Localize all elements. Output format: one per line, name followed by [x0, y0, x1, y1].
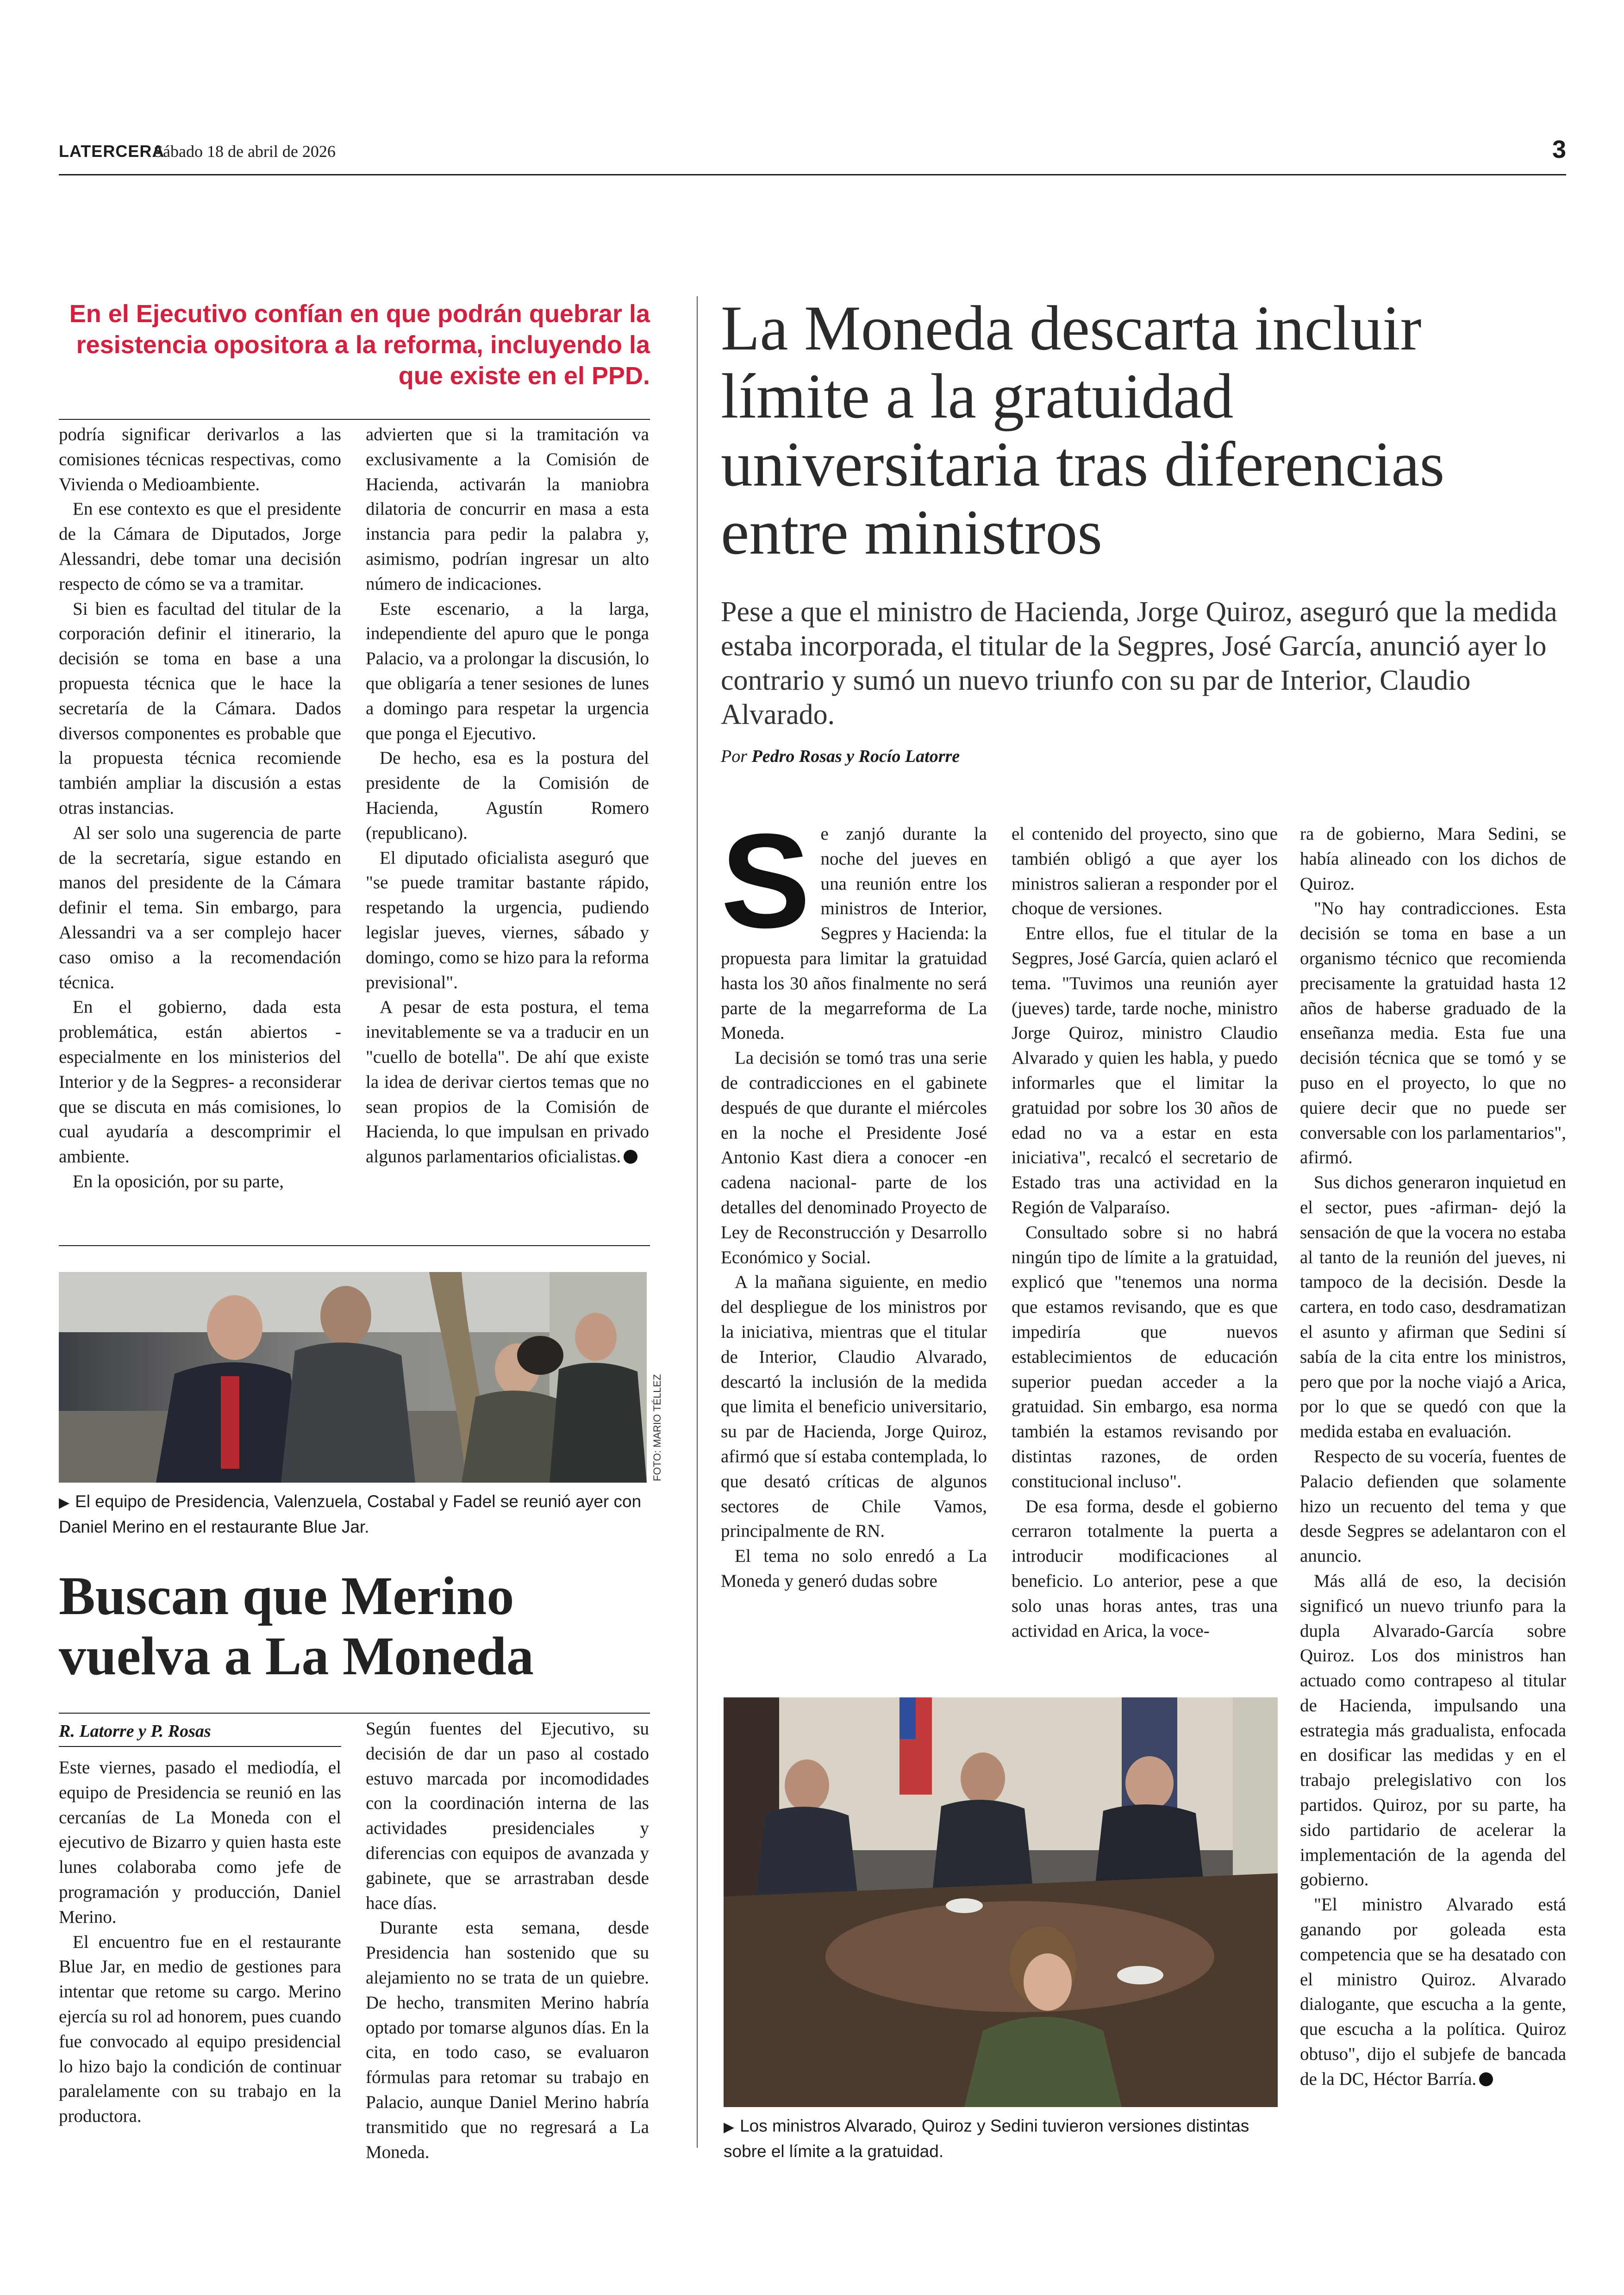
main-story-column-3	[1300, 822, 1566, 2092]
paragraph: Entre ellos, fue el titular de la Segpres, José García, quien aclaró el tema. "Tuvimos una reunión ayer (jueves) tarde, tarde noche, ministro Jorge Quiroz, ministro Claudio Alvarado y quien les habla, y puedo informarles que el limitar la gratuidad por sobre los 30 años de edad no va a estar en esta iniciativa", recalcó el secretario de Estado tras una actividad en la Región de Valparaíso.	[1012, 923, 1278, 1217]
paragraph: "No hay contradicciones. Esta decisión se toma en base a un organismo técnico que recomienda precisamente la gratuidad hasta 12 años de haberse graduado de la enseñanza media. Esta fue una decisión técnica que se tomó y se puso en el proyecto, lo que no quiere decir que no puede ser conversable con los parlamentarios", afirmó.	[1300, 898, 1566, 1168]
paragraph: el contenido del proyecto, sino que también obligó a que ayer los ministros salieran a responder por el choque de versiones.	[1012, 824, 1278, 919]
paragraph: Consultado sobre si no habrá ningún tipo de límite a la gratuidad, explicó que "tenemos una norma que estamos revisando, que es que impediría que nuevos establecimientos de educación superior puedan acceder a la gratuidad. Sin embargo, esa norma también la estamos revisando por distintas razones, de orden constitucional incluso".	[1012, 1222, 1278, 1491]
masthead	[59, 133, 1566, 170]
paragraph-text: A pesar de esta postura, el tema inevitablemente se va a traducir en un "cuello de botella". De ahí que existe la idea de derivar ciertos temas que no sean propios de la Comisión de Hacienda, lo que impulsan en privado algunos parlamentarios oficialistas.	[366, 997, 649, 1167]
paragraph: Durante esta semana, desde Presidencia han sostenido que su alejamiento no se trata de un quiebre. De hecho, transmiten Merino habría optado por tomarse algunos días. En la cita, en todo caso, se evaluaron fórmulas para retomar su trabajo en Palacio, aunque Daniel Merino habría transmitido que no regresará a La Moneda.	[366, 1918, 649, 2162]
paragraph: Al ser solo una sugerencia de parte de la secretaría, sigue estando en manos del presidente de la Cámara definir el tema. Sin embargo, para Alessandri va a ser complejo hacer caso omiso a la recomendación técnica.	[59, 823, 341, 992]
photo-credit: FOTO: MARIO TÉLLEZ	[651, 1374, 663, 1481]
merino-byline: R. Latorre y P. Rosas	[59, 1721, 211, 1741]
paragraph: El diputado oficialista aseguró que "se puede tramitar bastante rápido, respetando la urgencia, pudiendo legislar jueves, viernes, sábado y domingo, como se hizo para la reforma previsional".	[366, 848, 649, 992]
paragraph	[1300, 1892, 1566, 2091]
photo-caption	[59, 1490, 647, 1539]
main-headline: La Moneda descarta incluir límite a la gratuidad universitaria tras diferencias entre ministros	[721, 293, 1445, 568]
paragraph: Este viernes, pasado el mediodía, el equipo de Presidencia se reunió en las cercanías de La Moneda con el ejecutivo de Bizarro y quien hasta este lunes colaboraba como jefe de programación y producción, Daniel Merino.	[59, 1758, 341, 1927]
merino-column-2	[366, 1716, 649, 2164]
caption-text: Los ministros Alvarado, Quiroz y Sedini tuvieron versiones distintas sobre el límite a la gratuidad.	[724, 2116, 1249, 2161]
end-mark-icon	[624, 1150, 637, 1164]
paragraph: A la mañana siguiente, en medio del despliegue de los ministros por la iniciativa, mientras que el titular de Interior, Claudio Alvarado, descartó la inclusión de la medida que limita el beneficio universitario, su par de Hacienda, Jorge Quiroz, afirmó que sí estaba contemplada, lo que desató críticas de algunos sectores de Chile Vamos, principalmente de RN.	[721, 1272, 987, 1541]
left-story-column-1	[59, 422, 341, 1194]
paragraph: Más allá de eso, la decisión significó un nuevo triunfo para la dupla Alvarado-García sobre Quiroz. Los dos ministros han actuado como contrapeso al titular de Hacienda, impulsando una estrategia más gradualista, enfocada en dosificar las medidas y en el trabajo prelegislativo con los partidos. Quiroz, por su parte, ha sido partidario de acelerar la implementación de la agenda del gobierno.	[1300, 1571, 1566, 1890]
byline-authors: Pedro Rosas y Rocío Latorre	[751, 747, 960, 766]
photo-illustration	[59, 1272, 647, 1483]
masthead-rule	[59, 174, 1566, 175]
drop-cap: S	[721, 806, 811, 956]
column-divider	[697, 296, 698, 2148]
paragraph: advierten que si la tramitación va exclusivamente a la Comisión de Hacienda, activarán la maniobra dilatoria de concurrir en masa a esta instancia para pedir la palabra y, asimismo, podrían ingresar un alto número de indicaciones.	[366, 424, 649, 594]
paragraph: El tema no solo enredó a La Moneda y generó dudas sobre	[721, 1546, 987, 1591]
caption-arrow-icon: ▶	[724, 2120, 735, 2135]
caption-arrow-icon: ▶	[59, 1495, 70, 1510]
paragraph	[721, 806, 987, 1046]
paragraph-text: e zanjó durante la noche del jueves en una reunión entre los ministros de Interior, Segpres y Hacienda: la propuesta para limitar la gratuidad hasta los 30 años finalmente no será parte de la megarreforma de La Moneda.	[721, 824, 987, 1043]
page-number: 3	[1552, 136, 1566, 163]
pullquote-rule	[59, 419, 650, 420]
paragraph: Respecto de su vocería, fuentes de Palacio defienden que solamente hizo un recuento del tema y que desde Segpres se adelantaron con el anuncio.	[1300, 1446, 1566, 1566]
photo-illustration	[724, 1697, 1278, 2107]
pull-quote: En el Ejecutivo confían en que podrán quebrar la resistencia opositora a la reforma, incluyendo la que existe en el PPD.	[69, 300, 650, 390]
paragraph-text: "El ministro Alvarado está ganando por goleada esta competencia que se ha desatado con el ministro Quiroz. Alvarado dialogante, que escucha a la gente, que escucha a la política. Quiroz obtuso", dijo el subjefe de bancada de la DC, Héctor Barría.	[1300, 1895, 1566, 2089]
end-mark-icon	[1479, 2072, 1493, 2086]
section-rule	[59, 1245, 650, 1246]
merino-column-1	[59, 1755, 341, 2129]
byline-prefix: Por	[721, 747, 747, 766]
paragraph: En el gobierno, dada esta problemática, están abiertos -especialmente en los ministerios del Interior y de la Segpres- a reconsiderar que se discuta en más comisiones, lo cual ayudaría a descomprimir el ambiente.	[59, 997, 341, 1167]
paragraph: Si bien es facultad del titular de la corporación definir el itinerario, la decisión se toma en base a una propuesta técnica que le hace la secretaría de la Cámara. Dados diversos componentes es probable que la propuesta técnica recomiende también ampliar la discusión a estas otras instancias.	[59, 599, 341, 818]
paragraph: Sus dichos generaron inquietud en el sector, pues -afirman- dejó la sensación de que la vocera no estaba al tanto de la reunión del jueves, ni tampoco de la decisión. Desde la cartera, en todo caso, desdramatizan el asunto y afirman que Sedini sí sabía de la cita entre los ministros, pero que por la noche viajó a Arica, por lo que se quedó con que la medida estaba en evaluación.	[1300, 1172, 1566, 1442]
paragraph: De hecho, esa es la postura del presidente de la Comisión de Hacienda, Agustín Romero (republicano).	[366, 748, 649, 843]
main-byline	[721, 746, 1184, 767]
paragraph: La decisión se tomó tras una serie de contradicciones en el gabinete después de que durante el miércoles en la noche el Presidente José Antonio Kast diera a conocer -en cadena nacional- parte de los detalles del denominado Proyecto de Ley de Reconstrucción y Desarrollo Económico y Social.	[721, 1048, 987, 1267]
paragraph: ra de gobierno, Mara Sedini, se había alineado con los dichos de Quiroz.	[1300, 824, 1566, 894]
paragraph	[366, 995, 649, 1169]
newspaper-brand: LATERCERA	[59, 142, 165, 161]
main-dek: Pese a que el ministro de Hacienda, Jorge Quiroz, aseguró que la medida estaba incorporada, el titular de la Segpres, José García, anunció ayer lo contrario y sumó un nuevo triunfo con su par de Interior, Claudio Alvarado.	[721, 596, 1557, 730]
paragraph: El encuentro fue en el restaurante Blue Jar, en medio de gestiones para intentar que retome su cargo. Merino ejercía su rol ad honorem, pues cuando fue convocado al equipo presidencial lo hizo bajo la condición de continuar paralelamente con su trabajo en la productora.	[59, 1932, 341, 2127]
photo-ministers	[724, 1697, 1278, 2107]
left-story-column-2	[366, 422, 649, 1169]
merino-headline: Buscan que Merino vuelva a La Moneda	[59, 1565, 534, 1686]
byline-rule	[59, 1713, 650, 1714]
photo-merino-meeting	[59, 1272, 647, 1483]
caption-text: El equipo de Presidencia, Valenzuela, Costabal y Fadel se reunió ayer con Daniel Merino en el restaurante Blue Jar.	[59, 1492, 642, 1536]
paragraph: De esa forma, desde el gobierno cerraron totalmente la puerta a introducir modificaciones al beneficio. Lo anterior, pese a que solo unas horas antes, tras una actividad en Arica, la voce-	[1012, 1496, 1278, 1641]
main-story-column-1	[721, 806, 987, 1594]
paragraph: Este escenario, a la larga, independiente del apuro que le ponga Palacio, va a prolongar la discusión, lo que obligaría a tener sesiones de lunes a domingo para respetar la urgencia que ponga el Ejecutivo.	[366, 599, 649, 743]
paragraph: podría significar derivarlos a las comisiones técnicas respectivas, como Vivienda o Medioambiente.	[59, 424, 341, 494]
byline-underline	[59, 1746, 341, 1747]
main-story-column-2	[1012, 822, 1278, 1643]
paragraph: Según fuentes del Ejecutivo, su decisión de dar un paso al costado estuvo marcada por incomodidades con la coordinación interna de las actividades presidenciales y diferencias con equipos de avanzada y gabinete, que se arrastraban desde hace días.	[366, 1719, 649, 1913]
paragraph: En la oposición, por su parte,	[73, 1171, 284, 1191]
issue-date: Sábado 18 de abril de 2026	[154, 142, 336, 161]
photo-caption	[724, 2114, 1278, 2164]
paragraph: En ese contexto es que el presidente de la Cámara de Diputados, Jorge Alessandri, debe tomar una decisión respecto de cómo se va a tramitar.	[59, 499, 341, 594]
